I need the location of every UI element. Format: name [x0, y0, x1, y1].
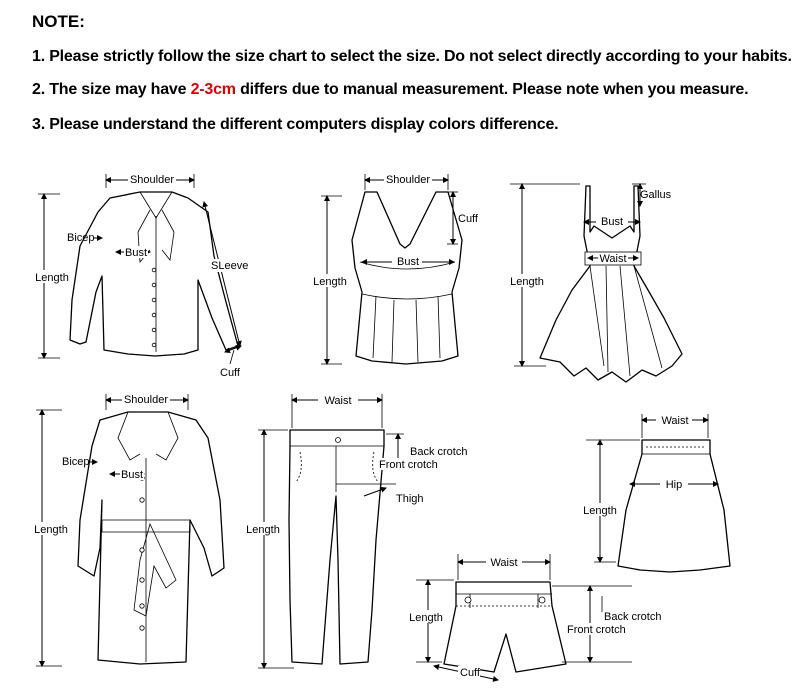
dress-figure: [508, 184, 682, 382]
shorts-waist-label: Waist: [490, 557, 518, 569]
pants-length-label: Length: [246, 524, 280, 536]
pants-outline: [289, 430, 384, 664]
pants-front-crotch-label: Front crotch: [379, 459, 438, 471]
shirt-bust-label: Bust: [124, 247, 148, 259]
shirt-sleeve-label: SLeeve: [211, 260, 249, 272]
shorts-back-crotch-label: Back crotch: [604, 611, 662, 623]
note-line-3: 3. Please understand the different computers display colors difference.: [32, 116, 559, 133]
coat-bicep-label: Bicep: [62, 456, 90, 468]
shorts-outline: [444, 582, 566, 672]
pants-back-crotch-label: Back crotch: [410, 446, 468, 458]
dress-waist-label: Waist: [599, 253, 627, 265]
shirt-shoulder-label: Shoulder: [129, 174, 175, 186]
pants-thigh-label: Thigh: [396, 493, 424, 505]
tank-top-shoulder-label: Shoulder: [385, 174, 431, 186]
shorts-figure: [408, 554, 661, 680]
skirt-hip-label: Hip: [665, 479, 683, 491]
pants-waist-label: Waist: [324, 395, 352, 407]
coat-figure: [32, 393, 224, 666]
coat-length-label: Length: [34, 524, 68, 536]
tank-top-length-label: Length: [313, 276, 347, 288]
skirt-outline: [618, 440, 730, 572]
tank-top-outline: [352, 192, 462, 364]
coat-outline: [78, 412, 224, 664]
tank-top-cuff-label: Cuff: [458, 213, 478, 225]
shirt-figure: [34, 173, 250, 379]
dress-length-label: Length: [510, 276, 544, 288]
skirt-figure: [582, 413, 730, 572]
note-line-1: 1. Please strictly follow the size chart to select the size. Do not select directly according to your habits.: [32, 48, 792, 65]
note-title: NOTE:: [32, 12, 85, 31]
skirt-waist-label: Waist: [661, 415, 689, 427]
coat-bust-label: Bust: [120, 469, 144, 481]
dress-bust-label: Bust: [600, 216, 624, 228]
note-line-2-end: differs due to manual measurement. Please note when you measure.: [235, 81, 749, 98]
note-line-2-highlight: 2-3cm: [190, 81, 236, 98]
shorts-front-crotch-label: Front crotch: [567, 624, 626, 636]
shirt-cuff-label: Cuff: [220, 367, 240, 379]
pants-figure: [244, 393, 467, 668]
tank-top-bust-label: Bust: [396, 256, 420, 268]
coat-shoulder-label: Shoulder: [123, 394, 169, 406]
shirt-bicep-label: Bicep: [67, 232, 95, 244]
tank-top-figure: [312, 173, 479, 364]
shirt-length-label: Length: [35, 272, 69, 284]
shorts-cuff-label: Cuff: [460, 667, 480, 679]
shorts-length-label: Length: [409, 612, 443, 624]
skirt-length-label: Length: [583, 505, 617, 517]
note-line-2-start: 2. The size may have: [32, 81, 191, 98]
dress-gallus-label: Gallus: [640, 189, 672, 201]
